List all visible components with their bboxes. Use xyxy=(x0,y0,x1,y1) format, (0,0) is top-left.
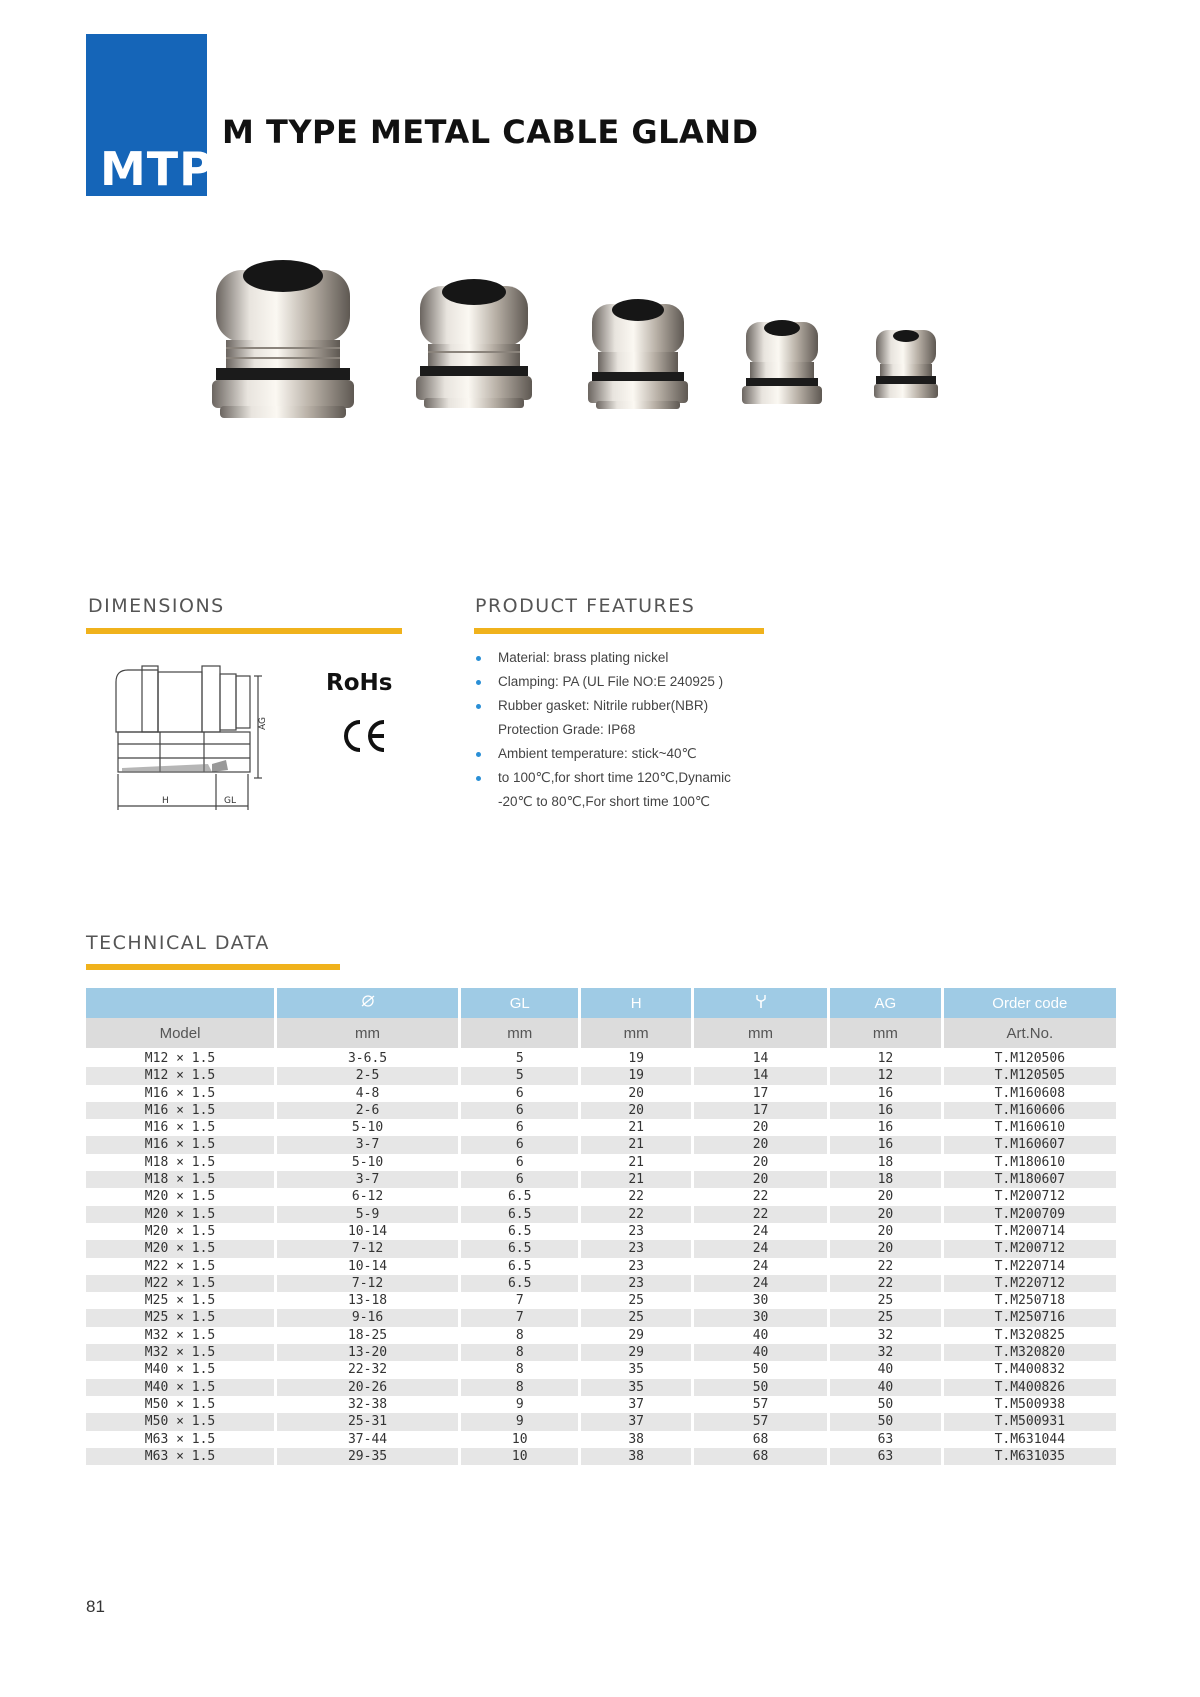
cell-ag: 40 xyxy=(830,1379,940,1396)
cell-h: 22 xyxy=(628,1189,644,1205)
cell-h: 38 xyxy=(628,1431,644,1447)
cell-cable-range: 7-12 xyxy=(277,1275,458,1292)
header-gl: GL xyxy=(461,988,578,1018)
table-units-row xyxy=(86,1018,1116,1048)
cell-gl: 6 xyxy=(461,1171,578,1188)
cell-wrench-width: 20 xyxy=(694,1136,827,1153)
cell-cable-range: 25-31 xyxy=(277,1413,458,1430)
cell-ag: 12 xyxy=(830,1067,940,1084)
feature-item xyxy=(472,790,731,814)
cell-gl: 6 xyxy=(515,1120,524,1136)
table-row xyxy=(86,1085,1116,1102)
table-row xyxy=(86,1119,1116,1136)
cell-ag: 63 xyxy=(830,1448,940,1465)
feature-text: -20℃ to 80℃,For short time 100℃ xyxy=(498,794,711,809)
gland-small xyxy=(742,320,822,404)
cell-cable-range: 32-38 xyxy=(347,1396,388,1412)
cell-ag: 16 xyxy=(877,1120,894,1136)
feature-text: Rubber gasket: Nitrile rubber(NBR) xyxy=(498,698,709,713)
cell-h: 25 xyxy=(581,1309,690,1326)
cell-order-code: T.M400826 xyxy=(944,1379,1116,1396)
cell-ag: 25 xyxy=(830,1309,940,1326)
cell-model: M20 × 1.5 xyxy=(86,1240,274,1257)
units-code: Art.No. xyxy=(944,1018,1116,1048)
cell-cable-range: 6-12 xyxy=(351,1189,384,1205)
cell-model: M25 × 1.5 xyxy=(86,1309,274,1326)
cell-model: M18 × 1.5 xyxy=(86,1171,274,1188)
cell-order-code: T.M200709 xyxy=(944,1206,1116,1223)
cell-cable-range: 2-6 xyxy=(277,1102,458,1119)
cell-gl: 5 xyxy=(515,1051,524,1066)
cell-gl: 6.5 xyxy=(507,1189,532,1205)
cell-model: M50 × 1.5 xyxy=(144,1396,216,1412)
cell-wrench-width: 40 xyxy=(752,1327,769,1343)
cell-h: 21 xyxy=(628,1120,644,1136)
cell-ag: 18 xyxy=(830,1171,940,1188)
feature-text: Ambient temperature: stick~40℃ xyxy=(498,746,697,761)
cell-ag: 25 xyxy=(877,1293,894,1309)
ce-mark-icon xyxy=(340,716,388,756)
cell-order-code: T.M320825 xyxy=(994,1327,1066,1343)
cable-diameter-icon xyxy=(360,994,376,1008)
cell-wrench-width: 68 xyxy=(752,1431,769,1447)
cell-gl: 6 xyxy=(461,1136,578,1153)
cell-wrench-width: 30 xyxy=(694,1309,827,1326)
cell-wrench-width: 24 xyxy=(752,1258,769,1274)
units-ww: mm xyxy=(694,1018,827,1048)
cell-order-code: T.M200712 xyxy=(944,1240,1116,1257)
cell-h: 21 xyxy=(581,1136,690,1153)
cell-ag: 20 xyxy=(830,1206,940,1223)
bullet-icon xyxy=(476,704,481,709)
cell-h: 29 xyxy=(628,1327,644,1343)
cell-model: M32 × 1.5 xyxy=(86,1344,274,1361)
cell-gl: 8 xyxy=(461,1344,578,1361)
header-cable-range xyxy=(277,988,458,1018)
table-row xyxy=(86,1206,1116,1223)
table-row xyxy=(86,1292,1116,1309)
table-row xyxy=(86,1067,1116,1084)
bullet-icon xyxy=(476,656,481,661)
rohs-mark: RoHs xyxy=(326,670,393,696)
cell-order-code: T.M160606 xyxy=(944,1102,1116,1119)
cell-wrench-width: 50 xyxy=(752,1362,769,1378)
gland-medium xyxy=(588,299,688,409)
cell-wrench-width: 40 xyxy=(694,1344,827,1361)
technical-data-table xyxy=(83,988,1119,1465)
cell-model: M20 × 1.5 xyxy=(144,1189,216,1205)
feature-item xyxy=(472,646,731,670)
cell-cable-range: 5-10 xyxy=(351,1154,384,1170)
cell-cable-range: 13-20 xyxy=(277,1344,458,1361)
cell-order-code: T.M631035 xyxy=(944,1448,1116,1465)
product-photo xyxy=(200,240,1040,460)
dimension-drawing xyxy=(108,662,298,822)
table-row xyxy=(86,1171,1116,1188)
cell-h: 20 xyxy=(628,1085,644,1101)
cell-gl: 6.5 xyxy=(461,1275,578,1292)
cell-wrench-width: 68 xyxy=(694,1448,827,1465)
feature-item xyxy=(472,718,731,742)
cell-gl: 5 xyxy=(461,1067,578,1084)
feature-item xyxy=(472,742,731,766)
units-cable: mm xyxy=(277,1018,458,1048)
cell-wrench-width: 50 xyxy=(694,1379,827,1396)
cell-order-code: T.M220714 xyxy=(994,1258,1066,1274)
cell-wrench-width: 57 xyxy=(694,1413,827,1430)
cell-gl: 7 xyxy=(515,1293,524,1309)
cell-cable-range: 18-25 xyxy=(347,1327,388,1343)
table-row xyxy=(86,1413,1116,1430)
cell-order-code: T.M400832 xyxy=(994,1362,1066,1378)
feature-text: Material: brass plating nickel xyxy=(498,650,669,665)
cell-ag: 20 xyxy=(877,1223,894,1239)
cell-ag: 20 xyxy=(830,1240,940,1257)
cell-h: 37 xyxy=(628,1396,644,1412)
gland-large xyxy=(212,260,354,418)
cell-model: M22 × 1.5 xyxy=(86,1275,274,1292)
cell-order-code: T.M120506 xyxy=(994,1051,1066,1066)
dimensions-heading: DIMENSIONS xyxy=(88,595,225,617)
cell-model: M22 × 1.5 xyxy=(144,1258,216,1274)
cell-model: M16 × 1.5 xyxy=(86,1136,274,1153)
cell-order-code: T.M180610 xyxy=(994,1154,1066,1170)
cell-gl: 10 xyxy=(461,1448,578,1465)
feature-item xyxy=(472,694,731,718)
cell-wrench-width: 20 xyxy=(752,1154,769,1170)
cell-wrench-width: 14 xyxy=(752,1051,769,1066)
cell-order-code: T.M200714 xyxy=(994,1223,1066,1239)
page-number: 81 xyxy=(86,1597,105,1616)
feature-item xyxy=(472,670,731,694)
cell-gl: 8 xyxy=(515,1327,524,1343)
header-wrench-width xyxy=(694,988,827,1018)
cell-h: 21 xyxy=(581,1171,690,1188)
table-header-row xyxy=(86,988,1116,1018)
cell-wrench-width: 30 xyxy=(752,1293,769,1309)
table-row xyxy=(86,1431,1116,1448)
cell-gl: 7 xyxy=(461,1309,578,1326)
cell-order-code: T.M180607 xyxy=(944,1171,1116,1188)
cell-cable-range: 2-5 xyxy=(277,1067,458,1084)
table-row xyxy=(86,1258,1116,1275)
cell-wrench-width: 20 xyxy=(694,1171,827,1188)
gland-medium-large xyxy=(416,279,532,408)
cell-h: 19 xyxy=(628,1051,644,1066)
cell-gl: 8 xyxy=(461,1379,578,1396)
cell-cable-range: 5-10 xyxy=(351,1120,384,1136)
table-body xyxy=(86,1048,1116,1465)
cell-model: M63 × 1.5 xyxy=(86,1448,274,1465)
cell-gl: 6 xyxy=(461,1102,578,1119)
cell-gl: 9 xyxy=(515,1396,524,1412)
cell-wrench-width: 24 xyxy=(752,1223,769,1239)
cell-model: M40 × 1.5 xyxy=(144,1362,216,1378)
cell-model: M20 × 1.5 xyxy=(86,1206,274,1223)
cell-order-code: T.M320820 xyxy=(944,1344,1116,1361)
header-model xyxy=(86,988,274,1018)
cell-model: M32 × 1.5 xyxy=(144,1327,216,1343)
header-h: H xyxy=(581,988,690,1018)
cell-h: 19 xyxy=(581,1067,690,1084)
cell-ag: 50 xyxy=(830,1413,940,1430)
cell-gl: 6.5 xyxy=(461,1240,578,1257)
cell-h: 35 xyxy=(581,1379,690,1396)
cell-h: 23 xyxy=(628,1258,644,1274)
cell-cable-range: 13-18 xyxy=(347,1293,388,1309)
table-row xyxy=(86,1361,1116,1378)
cell-model: M16 × 1.5 xyxy=(86,1102,274,1119)
cell-ag: 12 xyxy=(877,1051,894,1066)
cell-wrench-width: 22 xyxy=(694,1206,827,1223)
cell-ag: 22 xyxy=(877,1258,894,1274)
header-order-code: Order code xyxy=(944,988,1116,1018)
cell-wrench-width: 14 xyxy=(694,1067,827,1084)
brand-logo-text: MTP xyxy=(100,142,214,196)
cell-model: M16 × 1.5 xyxy=(144,1120,216,1136)
cell-ag: 16 xyxy=(830,1136,940,1153)
cell-gl: 6.5 xyxy=(507,1223,532,1239)
technical-data-underline xyxy=(86,964,340,970)
feature-item xyxy=(472,766,731,790)
feature-text: to 100℃,for short time 120℃,Dynamic xyxy=(498,770,731,785)
wrench-width-icon xyxy=(754,993,768,1009)
cell-wrench-width: 24 xyxy=(694,1275,827,1292)
cell-order-code: T.M160607 xyxy=(944,1136,1116,1153)
cell-order-code: T.M250716 xyxy=(944,1309,1116,1326)
cell-gl: 8 xyxy=(515,1362,524,1378)
cell-cable-range: 5-9 xyxy=(277,1206,458,1223)
features-list xyxy=(472,646,731,814)
cell-ag: 32 xyxy=(830,1344,940,1361)
table-row xyxy=(86,1327,1116,1344)
cell-model: M50 × 1.5 xyxy=(86,1413,274,1430)
cell-cable-range: 10-14 xyxy=(347,1223,388,1239)
table-row xyxy=(86,1240,1116,1257)
bullet-icon xyxy=(476,776,481,781)
table-row xyxy=(86,1223,1116,1240)
cell-wrench-width: 57 xyxy=(752,1396,769,1412)
cell-wrench-width: 20 xyxy=(752,1120,769,1136)
cell-order-code: T.M500938 xyxy=(994,1396,1066,1412)
cell-ag: 16 xyxy=(877,1085,894,1101)
cell-order-code: T.M500931 xyxy=(944,1413,1116,1430)
drawing-label-ag: AG xyxy=(258,717,268,730)
cell-wrench-width: 17 xyxy=(694,1102,827,1119)
table-row xyxy=(86,1188,1116,1205)
technical-data-heading: TECHNICAL DATA xyxy=(86,932,270,954)
cell-gl: 9 xyxy=(461,1413,578,1430)
table-row xyxy=(86,1048,1116,1067)
units-ag: mm xyxy=(830,1018,940,1048)
cell-h: 21 xyxy=(628,1154,644,1170)
cell-ag: 16 xyxy=(830,1102,940,1119)
cell-wrench-width: 24 xyxy=(694,1240,827,1257)
cell-cable-range: 3-7 xyxy=(277,1171,458,1188)
cell-h: 20 xyxy=(581,1102,690,1119)
cell-cable-range: 4-8 xyxy=(355,1085,380,1101)
cell-gl: 6 xyxy=(515,1085,524,1101)
cell-cable-range: 9-16 xyxy=(277,1309,458,1326)
bullet-icon xyxy=(476,680,481,685)
cell-h: 37 xyxy=(581,1413,690,1430)
table-row xyxy=(86,1275,1116,1292)
units-gl: mm xyxy=(461,1018,578,1048)
table-row xyxy=(86,1154,1116,1171)
feature-text: Clamping: PA (UL File NO:E 240925 ) xyxy=(498,674,724,689)
table-row xyxy=(86,1102,1116,1119)
units-h: mm xyxy=(581,1018,690,1048)
cell-model: M18 × 1.5 xyxy=(144,1154,216,1170)
cell-cable-range: 3-7 xyxy=(277,1136,458,1153)
cell-gl: 10 xyxy=(511,1431,528,1447)
page-title: M TYPE METAL CABLE GLAND xyxy=(222,113,759,151)
cell-ag: 22 xyxy=(830,1275,940,1292)
table-row xyxy=(86,1448,1116,1465)
cell-h: 29 xyxy=(581,1344,690,1361)
cell-cable-range: 22-32 xyxy=(347,1362,388,1378)
cell-ag: 18 xyxy=(877,1154,894,1170)
table-row xyxy=(86,1396,1116,1413)
cell-gl: 6.5 xyxy=(461,1206,578,1223)
table-row xyxy=(86,1136,1116,1153)
cell-order-code: T.M631044 xyxy=(994,1431,1066,1447)
table-row xyxy=(86,1309,1116,1326)
cell-h: 23 xyxy=(581,1240,690,1257)
cell-model: M63 × 1.5 xyxy=(144,1431,216,1447)
feature-text: Protection Grade: IP68 xyxy=(498,722,636,737)
cell-gl: 6 xyxy=(515,1154,524,1170)
bullet-icon xyxy=(476,752,481,757)
drawing-label-h: H xyxy=(162,796,169,806)
cell-cable-range: 10-14 xyxy=(347,1258,388,1274)
dimensions-underline xyxy=(86,628,402,634)
cell-gl: 6.5 xyxy=(507,1258,532,1274)
cell-model: M12 × 1.5 xyxy=(86,1067,274,1084)
features-heading: PRODUCT FEATURES xyxy=(475,595,696,617)
cell-order-code: T.M160610 xyxy=(994,1120,1066,1136)
cell-order-code: T.M120505 xyxy=(944,1067,1116,1084)
cell-cable-range: 20-26 xyxy=(277,1379,458,1396)
brand-logo xyxy=(86,34,214,196)
cell-ag: 40 xyxy=(877,1362,894,1378)
cell-h: 35 xyxy=(628,1362,644,1378)
features-underline xyxy=(474,628,764,634)
cell-cable-range: 3-6.5 xyxy=(347,1051,388,1066)
cell-wrench-width: 22 xyxy=(752,1189,769,1205)
cell-h: 25 xyxy=(628,1293,644,1309)
header-ag: AG xyxy=(830,988,940,1018)
cell-h: 23 xyxy=(628,1223,644,1239)
cell-h: 38 xyxy=(581,1448,690,1465)
cell-ag: 32 xyxy=(877,1327,894,1343)
table-row xyxy=(86,1344,1116,1361)
cell-model: M40 × 1.5 xyxy=(86,1379,274,1396)
cell-model: M16 × 1.5 xyxy=(144,1085,216,1101)
cell-order-code: T.M160608 xyxy=(994,1085,1066,1101)
cell-order-code: T.M200712 xyxy=(994,1189,1066,1205)
cell-ag: 50 xyxy=(877,1396,894,1412)
cell-cable-range: 37-44 xyxy=(347,1431,388,1447)
cell-ag: 63 xyxy=(877,1431,894,1447)
cell-model: M12 × 1.5 xyxy=(144,1051,216,1066)
drawing-label-gl: GL xyxy=(224,796,236,806)
cell-order-code: T.M250718 xyxy=(994,1293,1066,1309)
cell-model: M25 × 1.5 xyxy=(144,1293,216,1309)
cell-ag: 20 xyxy=(877,1189,894,1205)
cell-h: 22 xyxy=(581,1206,690,1223)
cell-h: 23 xyxy=(581,1275,690,1292)
cell-wrench-width: 17 xyxy=(752,1085,769,1101)
cell-model: M20 × 1.5 xyxy=(144,1223,216,1239)
cell-order-code: T.M220712 xyxy=(944,1275,1116,1292)
cell-cable-range: 29-35 xyxy=(277,1448,458,1465)
units-model: Model xyxy=(86,1018,274,1048)
gland-smallest xyxy=(874,330,938,398)
cell-cable-range: 7-12 xyxy=(277,1240,458,1257)
table-row xyxy=(86,1379,1116,1396)
